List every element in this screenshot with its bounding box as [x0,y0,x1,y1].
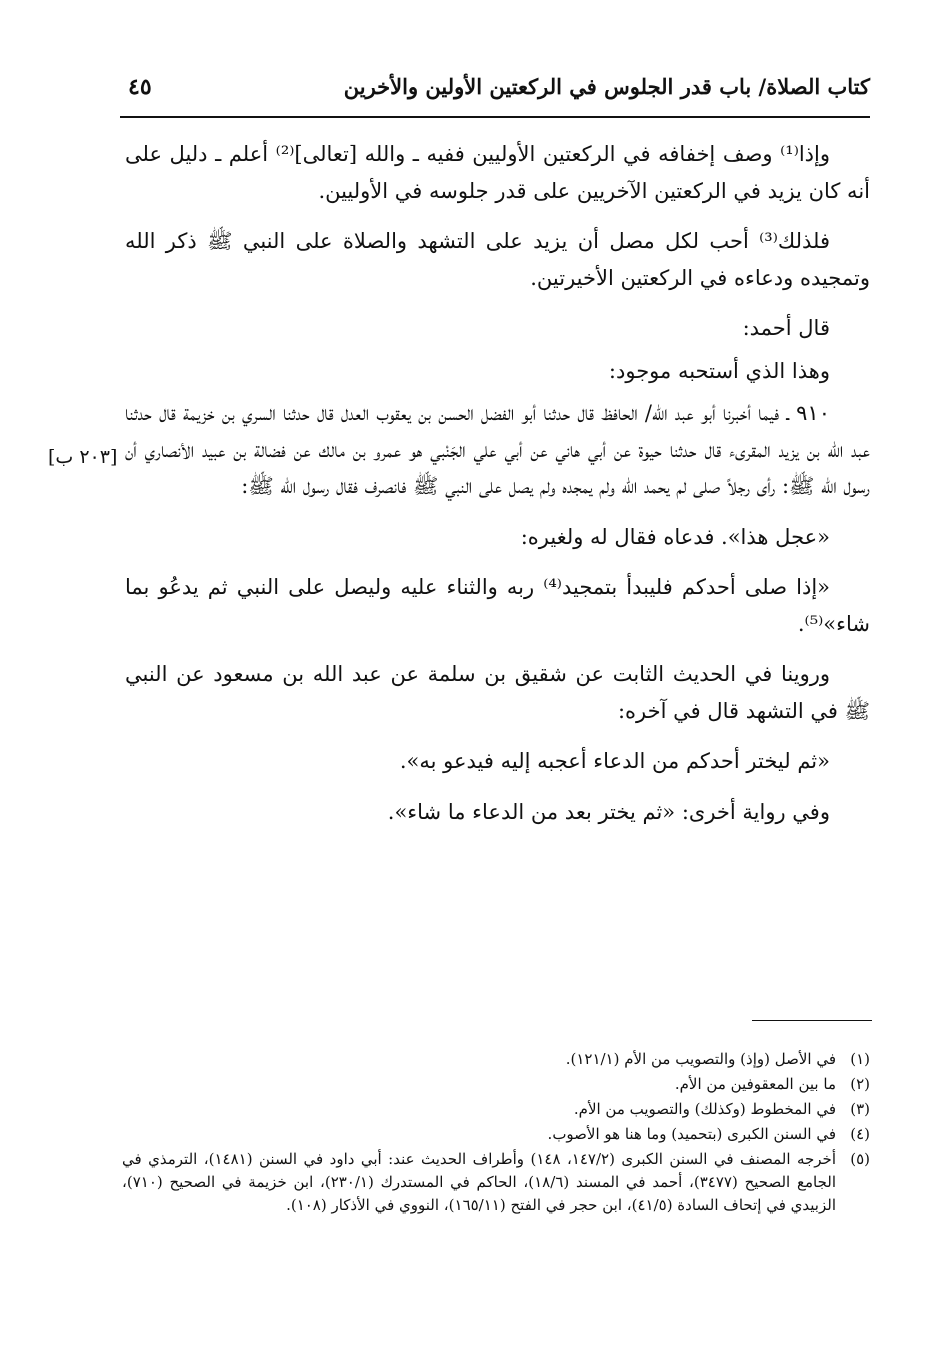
footnote [122,1073,870,1096]
footnote-text: ما بين المعقوفين من الأم. [674,1075,836,1093]
footnote [122,1098,870,1121]
footnote [122,1123,870,1146]
quote-paragraph: «ثم ليختر أحدكم من الدعاء أعجبه إليه فيدعو به». [399,749,830,773]
paragraph: وهذا الذي أستحبه موجود: [608,358,830,383]
paragraph: قال أحمد: [742,316,830,340]
paragraph: فلذلك⁽³⁾ أحب لكل مصل أن يزيد على التشهد والصلاة على النبي ﷺ ذكر الله وتمجيده ودعاءه في الركعتين الأخيرتين. [125,229,870,290]
footnotes [122,1048,870,1219]
footnote [122,1148,870,1217]
paragraph: وفي رواية أخرى: «ثم يختر بعد من الدعاء ما شاء». [387,799,830,824]
footnote-text: في السنن الكبرى (بتحميد) وما هنا هو الأصوب. [547,1125,836,1143]
footnote-number: (١) [850,1050,870,1068]
footnote-text: في الأصل (وإذ) والتصويب من الأم (١٢١/١). [565,1050,836,1068]
running-header [120,72,870,118]
footnote-number: (٤) [850,1125,870,1143]
hadith-paragraph: ٩١٠ ـ فيما أخبرنا أبو عبد الله/ الحافظ قال حدثنا أبو الفضل الحسن بن يعقوب العدل قال حدثنا السري بن خزيمة قال حدثنا عبد الله بن يزيد المقرىء قال حدثنا حيوة عن أبي هاني عن أبي علي الجَنْبي هو عمرو بن مالك عن فضالة بن عبيد الأنصاري أن رسول الله ﷺ: رأى رجلاً صلى لم يحمد الله ولم يمجده ولم يصل على النبي ﷺ فانصرف فقال رسول الله ﷺ: [125,401,870,498]
header-title: كتاب الصلاة/ باب قدر الجلوس في الركعتين الأولين والأخرين [343,74,870,99]
footnote-text: في المخطوط (وكذلك) والتصويب من الأم. [573,1100,836,1118]
footnote-number: (٢) [850,1075,870,1093]
quote-paragraph: «عجل هذا». فدعاه فقال له ولغيره: [520,524,830,549]
footnote-number: (٥) [850,1150,870,1168]
footnote-divider [752,1020,872,1021]
margin-folio-reference: [٢٠٣ ب] [48,446,118,468]
footnote [122,1048,870,1071]
paragraph: وروينا في الحديث الثابت عن شقيق بن سلمة عن عبد الله بن مسعود عن النبي ﷺ في التشهد قال في آخره: [125,662,870,723]
paragraph: وإذا⁽¹⁾ وصف إخفافه في الركعتين الأوليين ففيه ـ والله [تعالى]⁽²⁾ أعلم ـ دليل على أنه كان يزيد في الركعتين الآخريين على قدر جلوسه في الأوليين. [125,142,870,203]
page-number: ٤٥ [128,74,152,100]
footnote-text: أخرجه المصنف في السنن الكبرى (١٤٧/٢، ١٤٨) وأطراف الحديث عند: أبي داود في السنن (١٤٨١)، الترمذي في الجامع الصحيح (٣٤٧٧)، أحمد في المسند (١٨/٦)، الحاكم في المستدرك (٢٣٠/١)، ابن خزيمة في الصحيح (٧١٠)، الزبيدي في إتحاف السادة (٤١/٥)، ابن حجر في الفتح (١٦٥/١١)، النووي في الأذكار (١٠٨). [122,1150,836,1214]
footnote-number: (٣) [850,1100,870,1118]
quote-paragraph: «إذا صلى أحدكم فليبدأ بتمجيد⁽⁴⁾ ربه والثناء عليه وليصل على النبي ثم يدعُو بما شاء»⁽⁵⁾. [125,575,870,636]
main-text [125,136,870,844]
